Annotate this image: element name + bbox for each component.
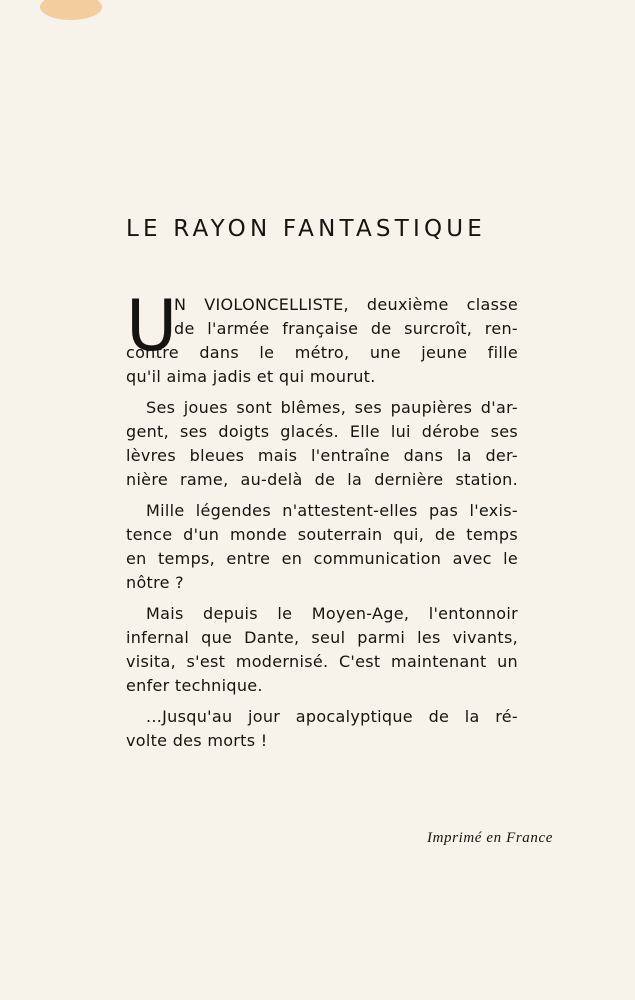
text-line: visita, s'est modernisé. C'est maintenant un bbox=[126, 652, 518, 671]
text-line: en temps, entre en communication avec le bbox=[126, 549, 518, 568]
text-line: nière rame, au-delà de la dernière station. bbox=[126, 470, 518, 489]
text-line: enfer technique. bbox=[126, 676, 263, 695]
text-line: Mais depuis le Moyen-Age, l'entonnoir bbox=[146, 604, 518, 623]
text-line: ...Jusqu'au jour apocalyptique de la ré- bbox=[146, 707, 518, 726]
text-line: gent, ses doigts glacés. Elle lui dérobe ses bbox=[126, 422, 518, 441]
paragraph-1 bbox=[126, 285, 518, 389]
paragraph-5 bbox=[126, 705, 518, 753]
paper-stain bbox=[40, 0, 102, 20]
blurb-text bbox=[126, 285, 518, 753]
text-line: de l'armée française de surcroît, ren- bbox=[174, 319, 518, 338]
text-line: lèvres bleues mais l'entraîne dans la der- bbox=[126, 446, 518, 465]
text-line: nôtre ? bbox=[126, 573, 184, 592]
page-title: LE RAYON FANTASTIQUE bbox=[126, 216, 487, 242]
text-line: Mille légendes n'attestent-elles pas l'exis- bbox=[146, 501, 518, 520]
text-line: N VIOLONCELLISTE, deuxième classe bbox=[174, 295, 518, 314]
paragraph-4 bbox=[126, 602, 518, 698]
text-line: contre dans le métro, une jeune fille bbox=[126, 343, 518, 362]
paragraph-2 bbox=[126, 396, 518, 492]
text-line: Ses joues sont blêmes, ses paupières d'ar- bbox=[146, 398, 518, 417]
text-line: qu'il aima jadis et qui mourut. bbox=[126, 367, 376, 386]
text-line: tence d'un monde souterrain qui, de temps bbox=[126, 525, 518, 544]
printed-in-notice: Imprimé en France bbox=[427, 830, 553, 846]
text-line: volte des morts ! bbox=[126, 731, 268, 750]
paragraph-3 bbox=[126, 499, 518, 595]
text-line: infernal que Dante, seul parmi les vivants, bbox=[126, 628, 518, 647]
drop-cap: U bbox=[126, 285, 178, 367]
